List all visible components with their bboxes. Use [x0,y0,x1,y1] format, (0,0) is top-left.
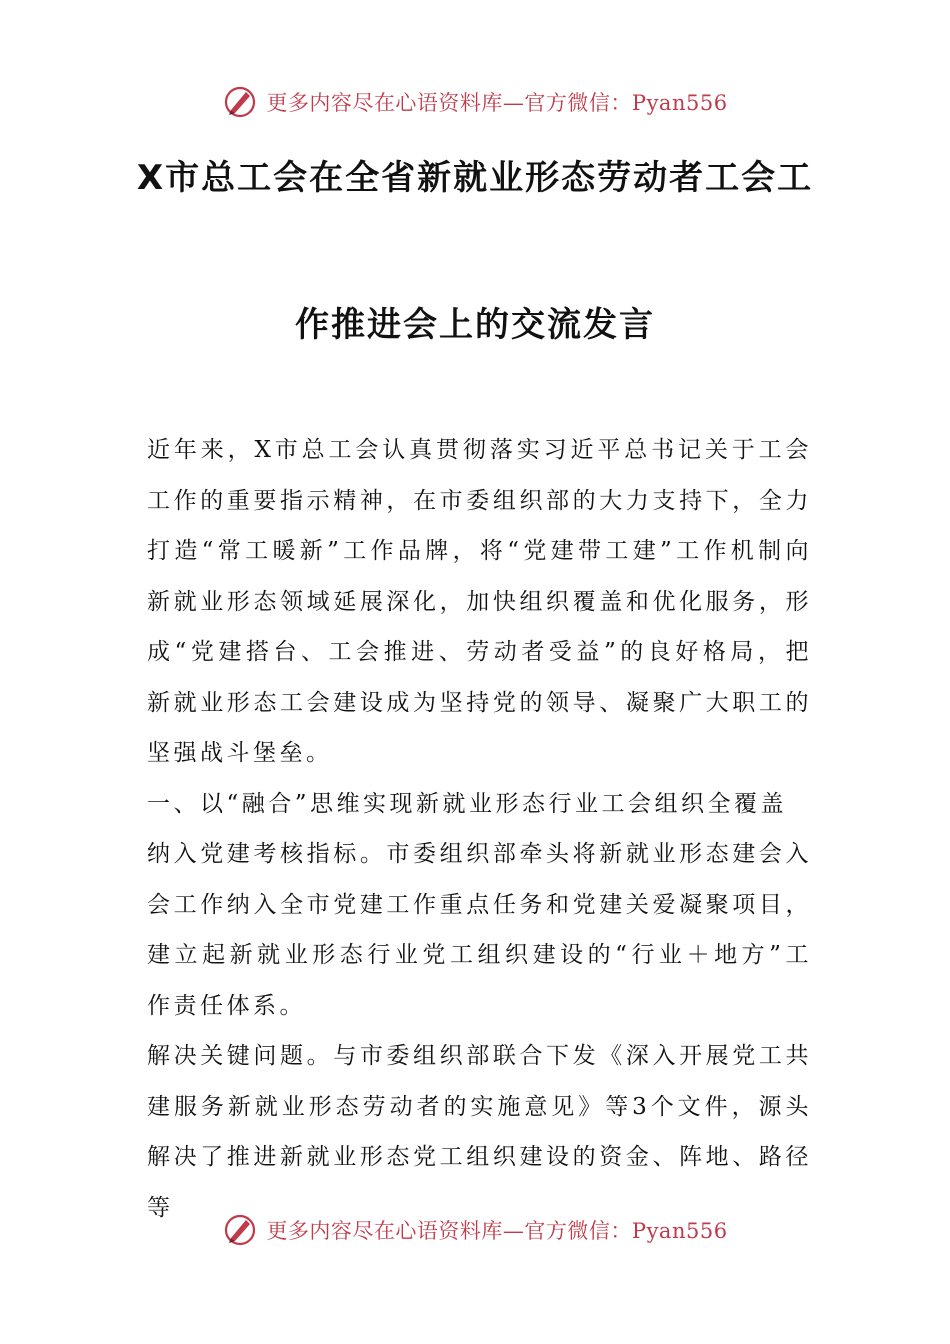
paragraph-assessment: 纳入党建考核指标。市委组织部牵头将新就业形态建会入会工作纳入全市党建工作重点任务和党建关爱凝聚项目，建立起新就业形态行业党工组织建设的“行业＋地方”工作责任体系。 [147,841,812,1019]
header-banner [0,82,950,122]
footer-banner [0,1210,950,1250]
pen-logo-icon [222,1212,258,1248]
document-title-line-2: 作推进会上的交流发言 [295,305,655,345]
paragraph-intro: 近年来，X市总工会认真贯彻落实习近平总书记关于工会工作的重要指示精神，在市委组织部的大力支持下，全力打造“常工暖新”工作品牌，将“党建带工建”工作机制向新就业形态领域延展深化，加快组织覆盖和优化服务，形成“党建搭台、工会推进、劳动者受益”的良好格局，把新就业形态工会建设成为坚持党的领导、凝聚广大职工的坚强战斗堡垒。 [147,437,812,766]
section-heading-1: 一、以“融合”思维实现新就业形态行业工会组织全覆盖 [147,790,788,817]
banner-text: 更多内容尽在心语资料库—官方微信：Pyan556 [266,91,728,115]
document-body [147,425,812,1233]
document-title-line-1: X市总工会在全省新就业形态劳动者工会工 [136,158,814,198]
pen-logo-icon [222,84,258,120]
paragraph-key-issues: 解决关键问题。与市委组织部联合下发《深入开展党工共建服务新就业形态劳动者的实施意见》等3个文件，源头解决了推进新就业形态党工组织建设的资金、阵地、路径等 [147,1043,812,1221]
banner-text: 更多内容尽在心语资料库—官方微信：Pyan556 [266,1219,728,1243]
